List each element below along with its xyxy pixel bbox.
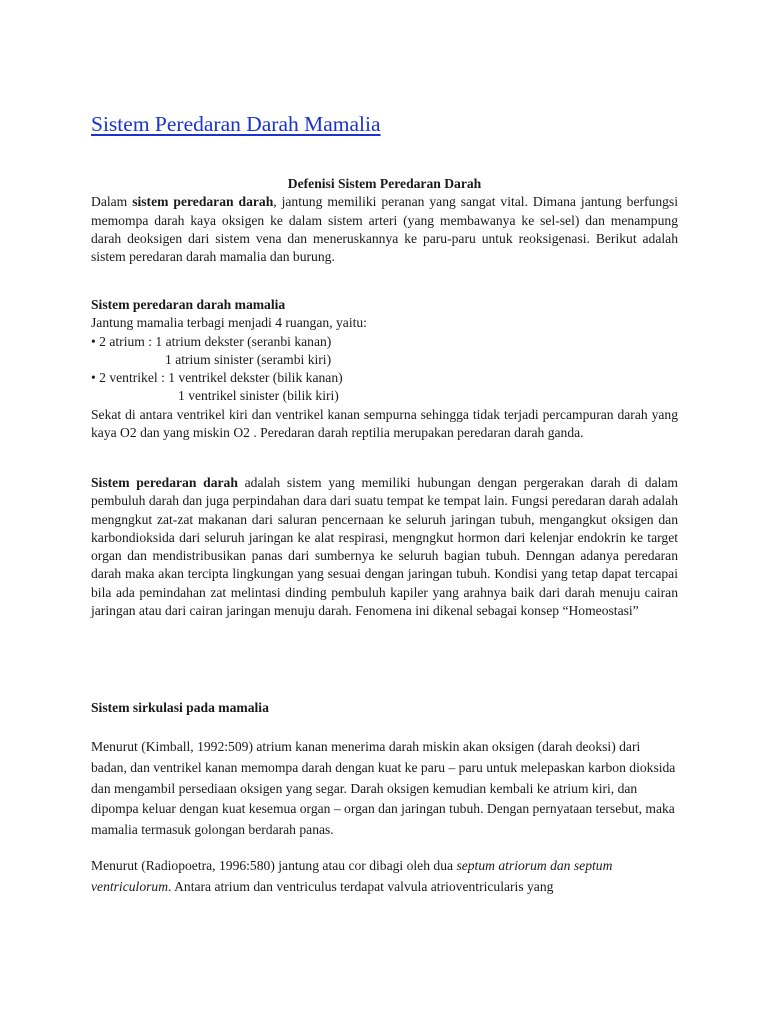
mammal-circulation-subheading: Sistem sirkulasi pada mamalia [91, 700, 269, 715]
mammal-circulation-heading: Sistem peredaran darah mamalia [91, 297, 286, 312]
kimball-paragraph: Menurut (Kimball, 1992:509) atrium kanan menerima darah miskin akan oksigen (darah deoksi) dari badan, dan ventrikel kanan memompa darah dengan kuat ke paru – paru untuk melepaskan karbon dioksida dan mengambil persediaan oksigen yang segar. Darah oksigen kemudian kembali ke atrium kiri, dan dipompa keluar dengan kuat kesemua organ – organ dan jaringan tubuh. Dengan pernyataan tersebut, maka mamalia termasuk golongan berdarah panas. [91, 739, 676, 838]
radiopoetra-rest: . Antara atrium dan ventriculus terdapat valvula atrioventricularis yang [168, 878, 554, 894]
definition-rest: , jantung memiliki peranan yang sangat vital. Dimana jantung berfungsi memompa darah kaya oksigen ke dalam sistem arteri (yang membawanya ke sel-sel) dan menampung darah deoksigen dari sistem vena dan meneruskannya ke paru-paru untuk reoksigenasi. Berikut adalah sistem peredaran darah mamalia dan burung. [91, 194, 678, 265]
definition-paragraph [91, 193, 678, 266]
definition-lead: Dalam [91, 194, 133, 210]
circulatory-system-bold-term: Sistem peredaran darah [91, 475, 238, 490]
definition-section [91, 175, 678, 266]
radiopoetra-paragraph [91, 856, 678, 898]
heart-chambers-intro: Jantung mamalia terbagi menjadi 4 ruangan, yaitu: [91, 315, 367, 331]
radiopoetra-section [91, 856, 678, 898]
atrium-bullet-cont: 1 atrium sinister (serambi kiri) [165, 351, 332, 367]
page-title[interactable]: Sistem Peredaran Darah Mamalia [91, 112, 381, 136]
ventricle-bullet-cont: 1 ventrikel sinister (bilik kiri) [178, 388, 339, 404]
circulatory-system-rest: adalah sistem yang memiliki hubungan dengan pergerakan darah di dalam pembuluh darah dan juga perpindahan dara dari suatu tempat ke tempat lain. Fungsi peredaran darah adalah mengngkut zat-zat makanan dari saluran pencernaan ke seluruh jaringan tubuh, mengangkut oksigen dan karbondioksida dari seluruh jaringan ke alat respirasi, mengngkut hormon dari kelenjar endokrin ke target organ dan mendistribusikan panas dari sumbernya ke seluruh bagian tubuh. Denngan adanya peredaran darah maka akan tercipta lingkungan yang sesuai dengan jaringan tubuh. Kondisi yang tetap dapat tercapai bila ada pemindahan zat melintasi dinding pembuluh kapiler yang arahnya baik dari darah menuju cairan jaringan atau dari cairan jaringan menuju darah. Fenomena ini dikenal sebagai konsep “Homeostasi” [91, 475, 678, 619]
definition-bold-term: sistem peredaran darah [132, 194, 274, 210]
kimball-section [91, 737, 678, 841]
atrium-bullet: • 2 atrium : 1 atrium dekster (seranbi kanan) [91, 333, 332, 349]
radiopoetra-lead: Menurut (Radiopoetra, 1996:580) jantung atau cor dibagi oleh dua [91, 858, 457, 873]
circulatory-system-section [91, 474, 678, 620]
definition-heading: Defenisi Sistem Peredaran Darah [287, 176, 482, 191]
mammal-circulation-section [91, 296, 678, 442]
circulatory-system-paragraph [91, 474, 678, 620]
ventricle-bullet: • 2 ventrikel : 1 ventrikel dekster (bilik kanan) [91, 370, 343, 386]
septum-paragraph: Sekat di antara ventrikel kiri dan ventrikel kanan sempurna sehingga tidak terjadi percampuran darah yang kaya O2 dan yang miskin O2 . Peredaran darah reptilia merupakan peredaran darah ganda. [91, 406, 678, 441]
radiopoetra-italic: septum atriorum dan septum ventriculorum [91, 858, 613, 894]
